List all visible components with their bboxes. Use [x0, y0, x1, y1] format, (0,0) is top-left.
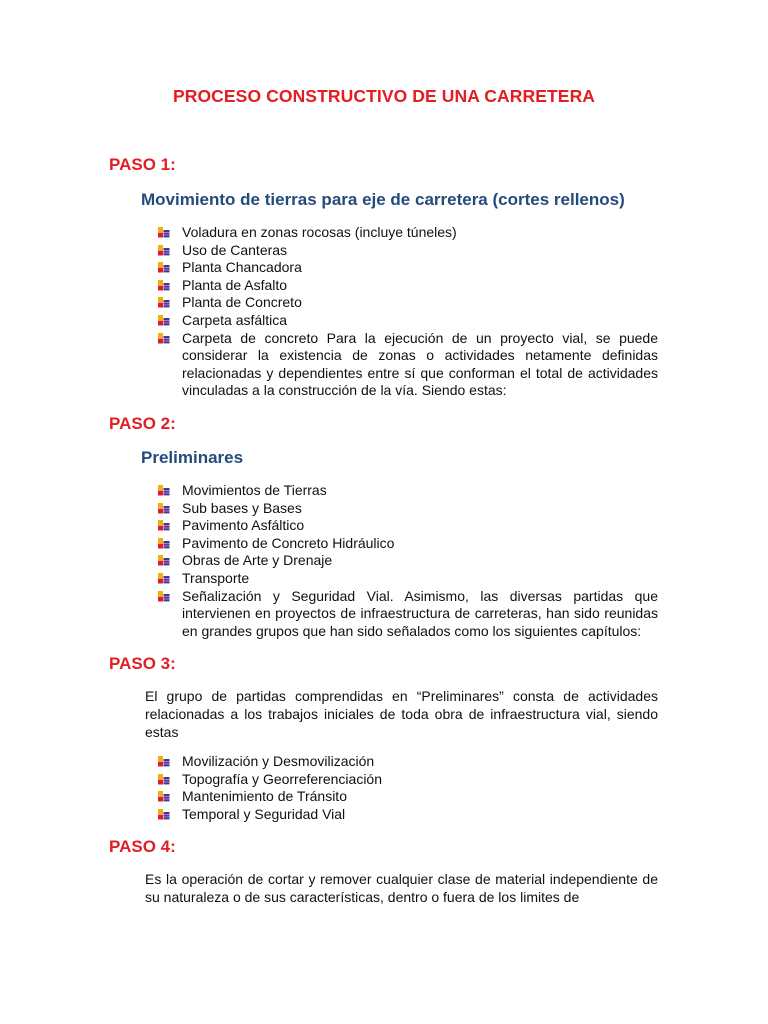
list-item [158, 588, 658, 641]
list-item [158, 277, 658, 295]
paso-1-subheading: Movimiento de tierras para eje de carretera (cortes rellenos) [141, 190, 625, 209]
list-item [158, 500, 658, 518]
list-item-text: Sub bases y Bases [182, 499, 302, 516]
list-item [158, 806, 658, 824]
list-item-text: Obras de Arte y Drenaje [182, 552, 333, 569]
paso-2-subheading: Preliminares [141, 448, 244, 467]
list-item [158, 788, 658, 806]
list-item-text: Pavimento de Concreto Hidráulico [182, 534, 395, 551]
list-item-text: Señalización y Seguridad Vial. Asimismo, las diversas partidas que intervienen en proyectos de infraestructura de carreteras, han sido reunidas en grandes grupos que han sido señalados como los siguientes capítulos: [182, 587, 658, 639]
list-item [158, 771, 658, 789]
paso-3-paragraph: El grupo de partidas comprendidas en “Preliminares” consta de actividades relacionadas a los trabajos iniciales de toda obra de infraestructura vial, siendo estas [145, 688, 658, 740]
list-item-text: Planta Chancadora [182, 259, 302, 276]
list-item [158, 570, 658, 588]
list-item-text: Movilización y Desmovilización [182, 753, 375, 769]
list-item [158, 552, 658, 570]
list-item-text: Carpeta de concreto Para la ejecución de un proyecto vial, se puede considerar la existencia de zonas o actividades netamente definidas relacionadas y dependientes entre sí que conforman el total de actividades vinculadas a la construcción de la vía. Siendo estas: [182, 329, 658, 399]
paso-2-heading: PASO 2: [109, 414, 176, 433]
list-item-text: Carpeta asfáltica [182, 311, 288, 328]
list-item-text: Temporal y Seguridad Vial [182, 805, 346, 822]
list-item-text: Topografía y Georreferenciación [182, 770, 382, 787]
list-item-text: Pavimento Asfáltico [182, 517, 305, 534]
list-item-text: Mantenimiento de Tránsito [182, 788, 347, 805]
list-item-text: Movimientos de Tierras [182, 482, 327, 498]
list-item-text: Transporte [182, 569, 250, 586]
paso-2-list [158, 482, 658, 640]
list-item [158, 517, 658, 535]
list-item [158, 312, 658, 330]
paso-1-heading: PASO 1: [109, 155, 176, 174]
paso-1-list [158, 224, 658, 400]
document-title: PROCESO CONSTRUCTIVO DE UNA CARRETERA [172, 86, 596, 106]
list-item-text: Planta de Concreto [182, 294, 302, 311]
list-item [158, 294, 658, 312]
list-item [158, 482, 658, 500]
list-item [158, 330, 658, 400]
list-item-text: Voladura en zonas rocosas (incluye túneles) [182, 224, 457, 240]
list-item [158, 259, 658, 277]
list-item [158, 242, 658, 260]
list-item [158, 224, 658, 242]
list-item-text: Planta de Asfalto [182, 276, 288, 293]
paso-3-heading: PASO 3: [109, 654, 176, 673]
paso-3-list [158, 753, 658, 823]
paso-4-paragraph: Es la operación de cortar y remover cualquier clase de material independiente de su naturaleza o de sus características, dentro o fuera de los limites de [145, 871, 658, 905]
list-item [158, 753, 658, 771]
list-item-text: Uso de Canteras [182, 241, 288, 258]
paso-4-heading: PASO 4: [109, 837, 176, 856]
list-item [158, 535, 658, 553]
